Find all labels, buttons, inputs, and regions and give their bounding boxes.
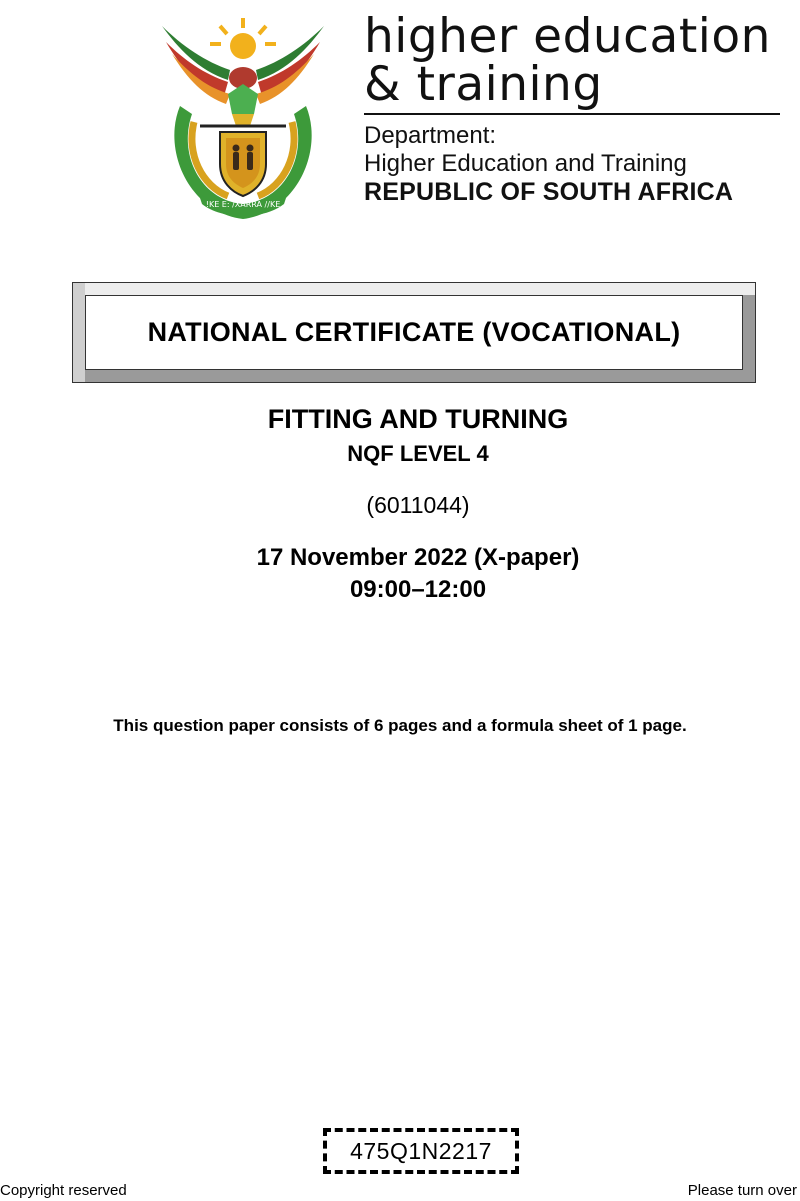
country-name: REPUBLIC OF SOUTH AFRICA [364,178,734,206]
exam-date: 17 November 2022 (X-paper) [256,544,580,571]
header-divider [364,113,780,115]
subject-title: FITTING AND TURNING [267,404,569,434]
page-count-note: This question paper consists of 6 pages and a formula sheet of 1 page. [113,716,687,735]
title-frame-bevel-left [73,283,85,382]
coat-of-arms-icon [158,14,328,224]
emblem-motto: !KE E: /XARRA //KE [205,200,281,209]
department-name: Higher Education and Training [364,150,687,177]
paper-code: 475Q1N2217 [323,1128,519,1174]
certificate-title: NATIONAL CERTIFICATE (VOCATIONAL) [85,295,743,370]
exam-time: 09:00–12:00 [349,576,487,603]
department-title-line1: higher education [364,9,771,64]
subject-code: (6011044) [366,492,470,518]
title-frame-bevel-top [73,283,755,295]
nqf-level: NQF LEVEL 4 [347,441,489,466]
footer-copyright: Copyright reserved [0,1182,127,1199]
footer-turn-over: Please turn over [687,1182,797,1199]
department-title-line2: & training [364,57,603,112]
department-label: Department: [364,122,497,149]
